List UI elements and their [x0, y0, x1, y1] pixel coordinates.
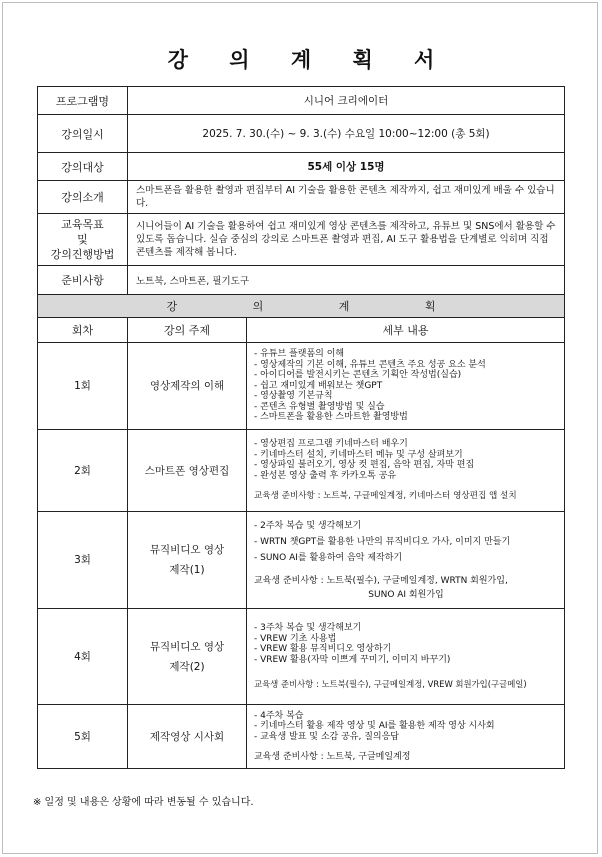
intro-label: 강의소개: [38, 181, 128, 214]
session-topic: [128, 512, 247, 609]
session-topic-line-2: 제작(2): [169, 660, 205, 673]
detail-item: - 아이디어를 발전시키는 콘텐츠 기획안 작성법(실습): [254, 370, 462, 381]
session-details: [247, 512, 565, 609]
session-topic-line-2: 제작(1): [169, 564, 205, 576]
detail-item: - 영상촬영 기본규칙: [254, 391, 333, 402]
session-topic-line-1: 뮤직비디오 영상: [149, 544, 225, 556]
prep-value: 노트북, 스마트폰, 필기도구: [128, 266, 565, 295]
program-value: 시니어 크리에이터: [128, 87, 565, 115]
goal-label-line-2: 및: [77, 233, 88, 246]
session-row: [38, 609, 565, 705]
row-column-headers: [38, 318, 565, 343]
detail-prep-continued: SUNO AI 회원가입: [368, 590, 444, 600]
footnote: ※ 일정 및 내용은 상황에 따라 변동될 수 있습니다.: [33, 797, 254, 808]
detail-item: - 영상편집 프로그램 키네마스터 배우기: [254, 439, 408, 450]
detail-item: - 쉽고 재미있게 배워보는 챗GPT: [254, 380, 383, 391]
col-session-header: 회차: [38, 318, 128, 343]
detail-item: - VREW 활용(자막 이쁘게 꾸미기, 이미지 바꾸기): [254, 654, 451, 665]
row-intro: [38, 181, 565, 214]
session-number: 4회: [38, 609, 128, 705]
session-details: [247, 705, 565, 769]
goal-label: [38, 214, 128, 266]
detail-item: - 영상파일 불러오기, 영상 컷 편집, 음악 편집, 자막 편집: [254, 460, 475, 471]
detail-item: - VREW 활용 뮤직비디오 영상하기: [254, 644, 392, 655]
session-number: 2회: [38, 430, 128, 512]
detail-prep: 교육생 준비사항 : 노트북(필수), 구글메일계정, VREW 회원가입(구글메일): [254, 679, 527, 690]
target-value: 55세 이상 15명: [128, 153, 565, 181]
row-program: [38, 87, 565, 115]
target-label: 강의대상: [38, 153, 128, 181]
date-value: 2025. 7. 30.(수) ~ 9. 3.(수) 수요일 10:00~12:00 (총 5회): [128, 115, 565, 153]
detail-item: - SUNO AI를 활용하여 음악 제작하기: [254, 553, 403, 563]
session-row: [38, 512, 565, 609]
row-goal: [38, 214, 565, 266]
session-number: 1회: [38, 343, 128, 430]
row-prep: [38, 266, 565, 295]
detail-item: - 교육생 발표 및 소감 공유, 질의응답: [254, 731, 399, 742]
session-topic: [128, 609, 247, 705]
detail-prep: 교육생 준비사항 : 노트북, 구글메일계정: [254, 752, 411, 762]
plan-section-title: 강 의 계 획: [38, 295, 565, 318]
session-number: 3회: [38, 512, 128, 609]
goal-value: 시니어들이 AI 기술을 활용하여 쉽고 재미있게 영상 콘텐츠를 제작하고, 유튜브 및 SNS에서 활용할 수 있도록 돕습니다. 실습 중심의 강의로 스마트폰 촬영과 편집, AI 도구 활용법을 단계별로 익히며 직접 콘텐츠를 제작해 봅니다.: [128, 214, 565, 266]
prep-label: 준비사항: [38, 266, 128, 295]
detail-item: - 콘텐츠 유형별 촬영방법 및 실습: [254, 401, 385, 412]
detail-item: - VREW 기초 사용법: [254, 633, 337, 644]
session-row: [38, 430, 565, 512]
session-topic: 스마트폰 영상편집: [128, 430, 247, 512]
detail-item: - 키네마스터 활용 제작 영상 및 AI를 활용한 제작 영상 시사회: [254, 721, 495, 731]
session-details: [247, 609, 565, 705]
col-details-header: 세부 내용: [247, 318, 565, 343]
session-topic: 제작영상 시사회: [128, 705, 247, 769]
detail-item: - 유튜브 플랫폼의 이해: [254, 349, 345, 360]
program-label: 프로그램명: [38, 87, 128, 115]
goal-label-line-3: 강의진행방법: [50, 248, 115, 261]
session-details: [247, 430, 565, 512]
detail-item: - 3주차 복습 및 생각해보기: [254, 623, 362, 634]
col-topic-header: 강의 주제: [128, 318, 247, 343]
detail-item: - 2주차 복습 및 생각해보기: [254, 521, 362, 531]
session-row: [38, 343, 565, 430]
detail-item: - 4주차 복습: [254, 710, 304, 721]
intro-value: 스마트폰을 활용한 촬영과 편집부터 AI 기술을 활용한 콘텐츠 제작까지, 쉽고 재미있게 배울 수 있습니다.: [128, 181, 565, 214]
session-topic-line-1: 뮤직비디오 영상: [149, 640, 225, 653]
detail-prep: 교육생 준비사항 : 노트북(필수), 구글메일계정, WRTN 회원가입,: [254, 576, 508, 586]
detail-prep: 교육생 준비사항 : 노트북, 구글메일계정, 키네마스터 영상편집 앱 설치: [254, 491, 517, 502]
session-row: [38, 705, 565, 769]
row-plan-title: [38, 295, 565, 318]
session-number: 5회: [38, 705, 128, 769]
goal-label-line-1: 교육목표: [61, 218, 104, 231]
detail-item: - 스마트폰을 활용한 스마트한 촬영방법: [254, 412, 408, 423]
date-label: 강의일시: [38, 115, 128, 153]
detail-item: - 영상제작의 기본 이해, 유튜브 콘텐츠 주요 성공 요소 분석: [254, 359, 486, 370]
detail-item: - 키네마스터 설치, 키네마스터 메뉴 및 구성 살펴보기: [254, 449, 463, 460]
lecture-plan-table: [37, 86, 565, 769]
document-title: 강 의 계 획 서: [167, 47, 452, 72]
row-date: [38, 115, 565, 153]
row-target: [38, 153, 565, 181]
session-details: [247, 343, 565, 430]
session-topic: 영상제작의 이해: [128, 343, 247, 430]
detail-item: - 완성본 영상 출력 후 카카오톡 공유: [254, 470, 397, 481]
detail-item: - WRTN 챗GPT를 활용한 나만의 뮤직비디오 가사, 이미지 만들기: [254, 537, 511, 547]
